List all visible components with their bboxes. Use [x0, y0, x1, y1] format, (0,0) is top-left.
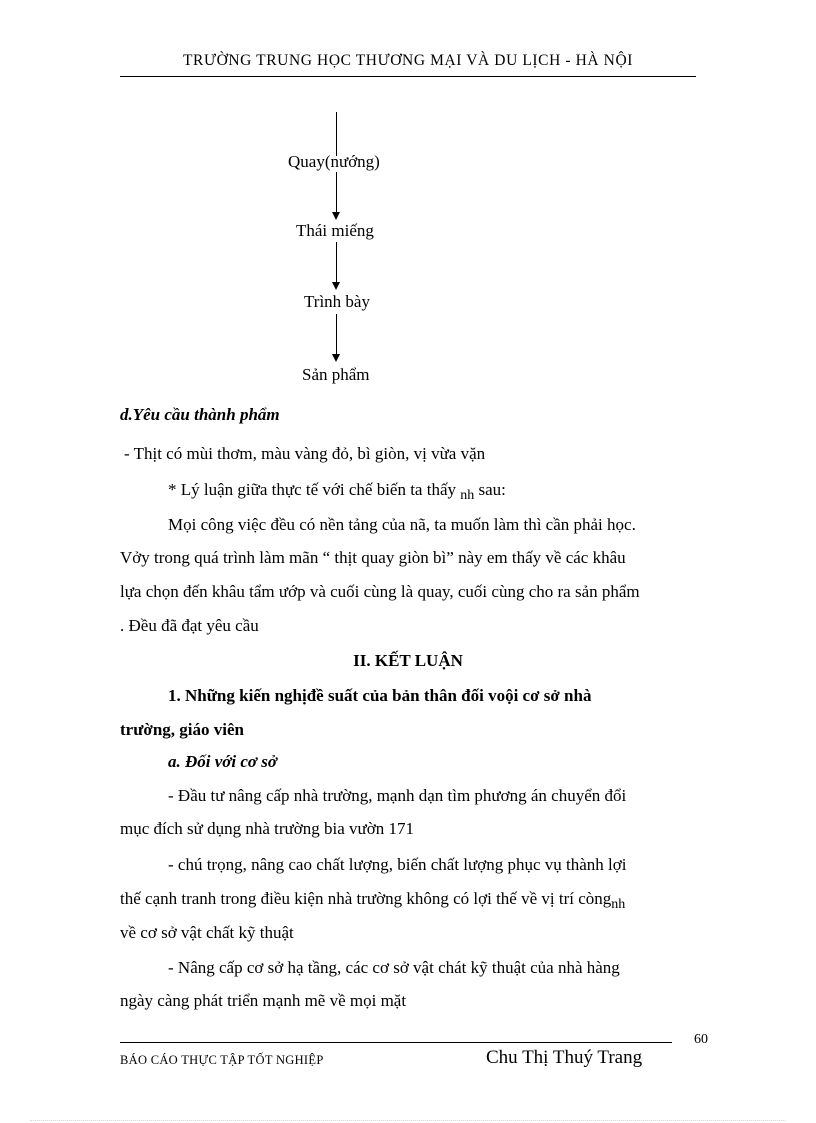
paragraph-line: về cơ sở vật chất kỹ thuật [120, 923, 294, 942]
flow-connector-3 [336, 314, 337, 358]
paragraph-line: - chú trọng, nâng cao chất lượng, biến chất lượng phục vụ thành lợi [168, 855, 627, 874]
footer-report-title: BÁO CÁO THỰC TẬP TỐT NGHIỆP [120, 1053, 324, 1067]
paragraph-line: Mọi công việc đều có nền tảng của nã, ta muốn làm thì cần phải học. [168, 515, 636, 534]
paragraph-text: thế cạnh tranh trong điều kiện nhà trường không có lợi thế về vị trí còng [120, 889, 612, 908]
flow-connector-top [336, 112, 337, 156]
page-number: 60 [694, 1032, 708, 1047]
paragraph-line [168, 480, 506, 503]
paragraph-line: - Thịt có mùi thơm, màu vàng đỏ, bì giòn, vị vừa vặn [124, 444, 486, 463]
stray-mark: nh [611, 897, 626, 912]
arrow-down-icon [332, 282, 340, 290]
paragraph-line: lựa chọn đến khâu tẩm ướp và cuối cùng là quay, cuối cùng cho ra sản phẩm [120, 582, 640, 601]
header-divider [120, 76, 696, 77]
flow-step-san-pham: Sản phẩm [302, 365, 370, 384]
footer-divider [120, 1042, 672, 1043]
paragraph-text: sau: [478, 480, 506, 499]
section-heading-d: d.Yêu cầu thành phẩm [120, 405, 280, 424]
subsection-heading-a: a. Đối với cơ sở [168, 752, 278, 771]
subsection-heading-1: 1. Những kiến nghịđề suất của bản thân đối voội cơ sở nhà [168, 686, 592, 705]
paragraph-line: Vởy trong quá trình làm mãn “ thịt quay giòn bì” này em thấy về các khâu [120, 548, 626, 567]
paragraph-line: mục đích sử dụng nhà trường bia vườn 171 [120, 819, 414, 838]
section-heading-ii: II. KẾT LUẬN [353, 651, 463, 670]
flow-step-thai-mieng: Thái miếng [296, 221, 374, 240]
arrow-down-icon [332, 212, 340, 220]
footer-author: Chu Thị Thuý Trang [486, 1047, 643, 1068]
flow-step-quay: Quay(nướng) [288, 152, 380, 171]
subsection-heading-1-cont: trường, giáo viên [120, 720, 244, 739]
paragraph-line: . Đều đã đạt yêu cầu [120, 616, 259, 635]
flow-connector-2 [336, 242, 337, 286]
paragraph-text: * Lý luận giữa thực tế với chế biến ta thấy [168, 480, 456, 499]
arrow-down-icon [332, 354, 340, 362]
paragraph-line: - Nâng cấp cơ sở hạ tầng, các cơ sở vật chát kỹ thuật của nhà hàng [168, 958, 620, 977]
page-header-title: TRƯỜNG TRUNG HỌC THƯƠNG MẠI VÀ DU LỊCH - HÀ NỘI [182, 52, 634, 69]
flow-connector-1 [336, 172, 337, 216]
flow-step-trinh-bay: Trình bày [304, 292, 370, 311]
page-bottom-dotted-edge [30, 1120, 786, 1121]
paragraph-line: ngày càng phát triển mạnh mẽ về mọi mặt [120, 991, 407, 1010]
stray-mark: nh [460, 488, 475, 503]
paragraph-line [120, 889, 626, 912]
paragraph-line: - Đầu tư nâng cấp nhà trường, mạnh dạn tìm phương án chuyển đổi [168, 786, 627, 805]
